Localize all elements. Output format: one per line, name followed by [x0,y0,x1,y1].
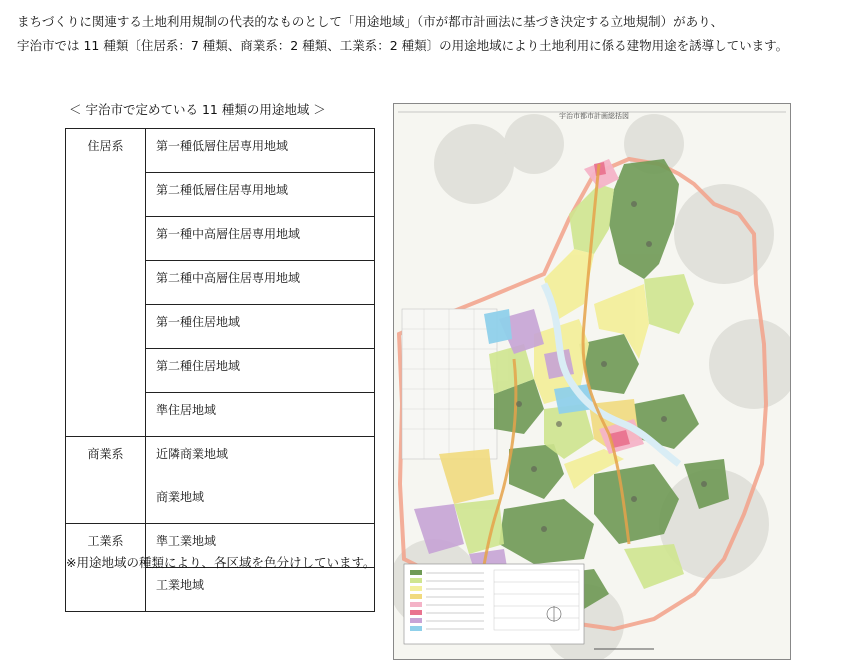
category-cell-residential: 住居系 [66,129,146,437]
zone-cell: 準住居地域 [146,393,375,437]
color-note: ※用途地域の種類により、各区域を色分けしています。 [66,555,376,570]
zone-table-title: ＜ 宇治市で定めている 11 種類の用途地域 ＞ [69,102,326,117]
zoning-map [393,103,791,660]
intro-text [17,10,837,58]
zone-cell: 第一種中高層住居専用地域 [146,217,375,261]
map-title: 宇治市都市計画総括図 [559,112,629,120]
zone-cell: 商業地域 [146,480,375,524]
category-cell-commercial: 商業系 [66,437,146,524]
table-row [66,437,375,481]
zone-cell: 第二種低層住居専用地域 [146,173,375,217]
zone-cell: 第二種中高層住居専用地域 [146,261,375,305]
zone-cell: 準工業地域 [146,524,375,568]
table-row [66,129,375,173]
zone-cell: 近隣商業地域 [146,437,375,481]
intro-line-1: まちづくりに関連する土地利用規制の代表的なものとして「用途地域」（市が都市計画法に基づき決定する立地規制）があり、 [17,14,724,29]
zone-table [65,128,375,612]
category-cell-industrial: 工業系 [66,524,146,612]
zone-cell: 工業地域 [146,568,375,612]
zone-cell: 第一種低層住居専用地域 [146,129,375,173]
zone-cell: 第一種住居地域 [146,305,375,349]
intro-line-2: 宇治市では 11 種類〔住居系：7 種類、商業系：2 種類、工業系：2 種類〕の用途地域により土地利用に係る建物用途を誘導しています。 [17,38,789,53]
zone-cell: 第二種住居地域 [146,349,375,393]
